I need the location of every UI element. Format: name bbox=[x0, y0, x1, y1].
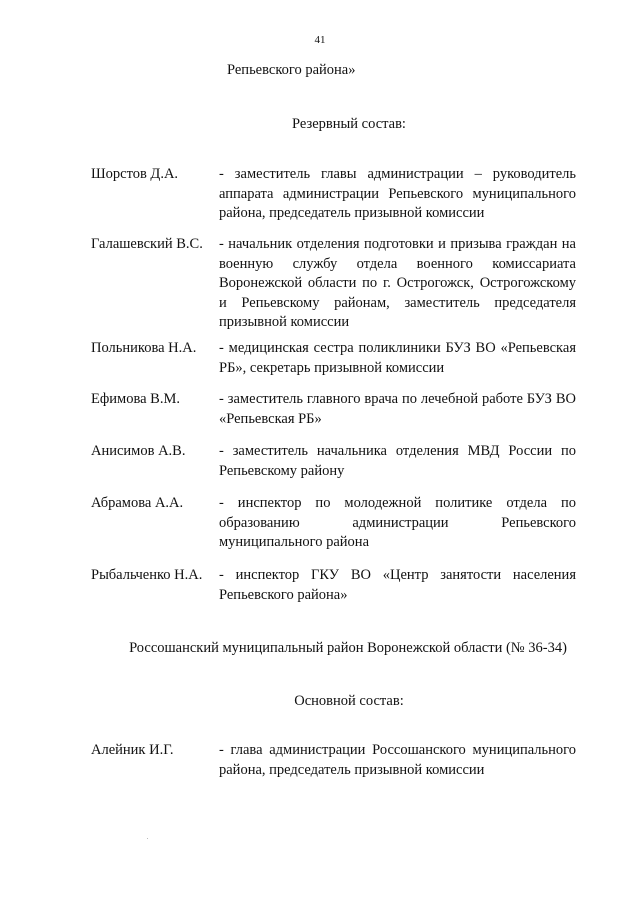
member-name: Ефимова В.М. bbox=[91, 391, 180, 407]
member-role: - инспектор по молодежной политике отдела по образованию администрации Репьевского муниципального района bbox=[219, 495, 576, 550]
member-name: Галашевский В.С. bbox=[91, 236, 203, 252]
member-name: Алейник И.Г. bbox=[91, 742, 174, 758]
member-role: - заместитель главного врача по лечебной работе БУЗ ВО «Репьевская РБ» bbox=[219, 391, 576, 427]
member-role: - начальник отделения подготовки и призыва граждан на военную службу отдела военного комиссариата Воронежской области по г. Острогожск, Острогожскому и Репьевскому районам, заместитель председателя призывной комиссии bbox=[219, 236, 576, 330]
member-name: Польникова Н.А. bbox=[91, 340, 197, 356]
member-role: - заместитель начальника отделения МВД России по Репьевскому району bbox=[219, 443, 576, 479]
member-name: Анисимов А.В. bbox=[91, 443, 186, 459]
member-name: Рыбальченко Н.А. bbox=[91, 567, 203, 583]
reserve-composition-heading: Резервный состав: bbox=[292, 116, 406, 132]
member-role: - медицинская сестра поликлиники БУЗ ВО «Репьевская РБ», секретарь призывной комиссии bbox=[219, 340, 576, 376]
region-heading: Россошанский муниципальный район Воронежской области (№ 36-34) bbox=[129, 640, 567, 656]
member-name: Абрамова А.А. bbox=[91, 495, 184, 511]
scan-artifact-dot bbox=[147, 838, 148, 839]
member-role: - глава администрации Россошанского муниципального района, председатель призывной комиссии bbox=[219, 742, 576, 778]
member-role: - заместитель главы администрации – руководитель аппарата администрации Репьевского муниципального района, председатель призывной комиссии bbox=[219, 166, 576, 221]
member-name: Шорстов Д.А. bbox=[91, 166, 179, 182]
intro-line: Репьевского района» bbox=[227, 62, 356, 78]
main-composition-heading: Основной состав: bbox=[294, 693, 404, 709]
page-number: 41 bbox=[314, 34, 326, 46]
member-role: - инспектор ГКУ ВО «Центр занятости населения Репьевского района» bbox=[219, 567, 576, 603]
